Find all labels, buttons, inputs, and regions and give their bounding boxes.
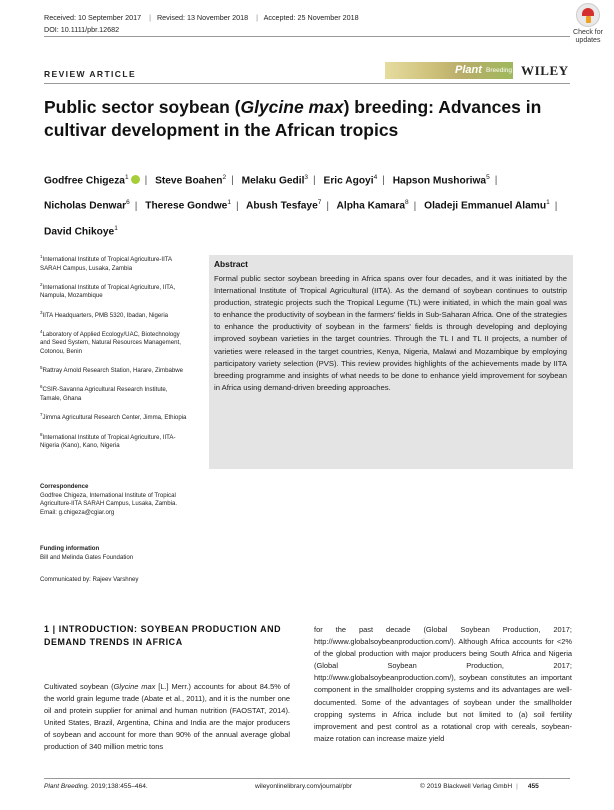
author-affiliation-sup: 1 <box>546 199 550 207</box>
journal-logo-word-1: Plant <box>455 64 482 76</box>
author-name[interactable]: Eric Agoyi <box>323 175 374 187</box>
abstract-text: Formal public sector soybean breeding in Africa spans over four decades, and it was initiated by the International Institute of Tropical Agricultural (IITA). As the demand of soybean continues to outstrip production, strategic projects such the Tropical Legume (TL) were initiated, in which the main goal was to enhance the productivity of soybean in the farmers' fields in Sub-Saharan Africa. One of the strategies to enhance the productivity of soybean in the farmers' fields is through developing and deploying improved soybean varieties in the target countries. Through the TL I and TL II projects, a number of varieties were released in the target countries, Kenya, Nigeria, Malawi and Mozambique by employing participatory variety selection (PVS). This review provides highlights of the achievements made by IITA breeding programme and insights of what needs to be done to enhance yield improvement for soybean in Africa using demand-driven breeding approaches. <box>214 274 567 392</box>
footer-rule <box>44 778 570 779</box>
author-name[interactable]: Steve Boahen <box>155 175 223 187</box>
received-date: Received: 10 September 2017 <box>44 13 142 22</box>
author-separator: | <box>554 200 558 212</box>
journal-logo-word-2: Breeding <box>486 67 513 74</box>
footer-url[interactable]: wileyonlinelibrary.com/journal/pbr <box>255 783 352 790</box>
author-name[interactable]: Melaku Gedil <box>241 175 305 187</box>
section-1-body-left: Cultivated soybean (Glycine max [L.] Merr.) accounts for about 84.5% of the world grain legume trade (Abate et al., 2011), and it is the number one oil and protein supplier for animal and human nutrition (FAOSTAT, 2014). United States, Brazil, Argentina, China and India are the major producers of soybean and account for more than 90% of the annual average global production of 340 million metric tons <box>44 682 290 752</box>
author-name[interactable]: Abush Tesfaye <box>246 200 318 212</box>
funding-heading: Funding information <box>40 545 100 552</box>
author-affiliation-sup: 5 <box>486 174 490 181</box>
author-name[interactable]: Therese Gondwe <box>145 200 228 212</box>
affiliation-item: $^2$International Institute of Tropical Agriculture, IITA, Nampula, Mozambique <box>40 281 176 300</box>
author-separator: | <box>313 175 316 187</box>
author-affiliation-sup: 8 <box>405 199 409 207</box>
publisher-logo[interactable]: WILEY <box>521 63 569 78</box>
affiliation-item: $^5$Rattray Arnold Research Station, Harare, Zimbabwe <box>40 365 184 375</box>
affiliation-item: $^6$CSIR-Savanna Agricultural Research Institute, Tamale, Ghana <box>40 384 168 403</box>
article-type: REVIEW ARTICLE <box>44 69 137 79</box>
affiliation-item: $^3$IITA Headquarters, PMB 5320, Ibadan, Nigeria <box>40 309 169 319</box>
doi[interactable]: DOI: 10.1111/pbr.12682 <box>44 25 120 34</box>
title-rule <box>44 83 570 84</box>
author-name[interactable]: Hapson Mushoriwa <box>392 175 487 187</box>
author-name[interactable]: Nicholas Denwar <box>44 200 127 212</box>
accepted-date: Accepted: 25 November 2018 <box>263 13 359 22</box>
author-affiliation-sup: 3 <box>304 174 309 181</box>
author-affiliation-sup: 7 <box>317 199 322 207</box>
affiliations <box>40 253 190 458</box>
affiliation-item: $^1$International Institute of Tropical Agriculture-IITA SARAH Campus, Lusaka, Zambia <box>40 254 172 272</box>
communicated-by: Communicated by: Rajeev Varshney <box>40 576 139 583</box>
footer-citation: Plant Breeding. 2019;138:455–464. <box>44 783 148 790</box>
correspondence-heading: Correspondence <box>40 483 89 490</box>
article-title: Public sector soybean (Glycine max) breeding: Advances in cultivar development in the African tropics <box>44 97 542 140</box>
correspondence-email[interactable]: Email: g.chigeza@cgiar.org <box>40 508 115 516</box>
header-rule <box>44 36 570 37</box>
author-affiliation-sup: 1 <box>227 199 231 207</box>
author-separator: | <box>326 200 330 212</box>
correspondence-text: Godfree Chigeza, International Institute of Tropical Agriculture-IITA SARAH Campus, Lusaka, Zambia. <box>40 491 178 508</box>
author-separator: | <box>494 175 498 187</box>
affiliation-item: $^4$Laboratory of Applied Ecology/UAC, Biotechnology and Seed System, Natural Resources Management, Cotonou, Benin <box>40 328 181 356</box>
revised-date: Revised: 13 November 2018 <box>156 13 249 22</box>
abstract-heading: Abstract <box>214 259 248 269</box>
author-name[interactable]: David Chikoye <box>44 226 115 238</box>
page-number: 455 <box>527 783 539 790</box>
author-separator: | <box>382 175 385 187</box>
author-separator: | <box>231 175 234 187</box>
author-affiliation-sup: 1 <box>114 224 118 232</box>
author-name[interactable]: Oladeji Emmanuel Alamu <box>424 200 547 212</box>
author-affiliation-sup: 6 <box>126 199 130 207</box>
journal-logo[interactable] <box>385 62 513 79</box>
author-affiliation-sup: 2 <box>222 174 227 181</box>
author-separator: | <box>134 200 138 212</box>
check-updates-label-1: Check for <box>573 29 603 36</box>
check-for-updates-button[interactable] <box>567 3 609 55</box>
author-separator: | <box>144 175 148 187</box>
author-separator: | <box>413 200 417 212</box>
orcid-icon[interactable] <box>131 175 140 184</box>
author-separator: | <box>235 200 239 212</box>
article-dates: Received: 10 September 2017 | Revised: 13 November 2018 | Accepted: 25 November 2018 <box>44 13 359 22</box>
author-name[interactable]: Alpha Kamara <box>336 200 406 212</box>
check-updates-icon <box>576 3 600 27</box>
affiliation-item: $^7$Jimma Agricultural Research Center, Jimma, Ethiopia <box>40 412 187 422</box>
author-list <box>44 167 574 243</box>
affiliation-item: $^8$International Institute of Tropical Agriculture, IITA-Nigeria (Kano), Kano, Nigeria <box>40 431 176 450</box>
footer-copyright: © 2019 Blackwell Verlag GmbH | 455 <box>420 783 539 790</box>
section-1-heading: 1 | INTRODUCTION: SOYBEAN PRODUCTION AND DEMAND TRENDS IN AFRICA <box>44 624 282 647</box>
section-1-body-right: for the past decade (Global Soybean Production, 2017; http://www.globalsoybeanproduction.com/). Although Africa accounts for <2% of the global production with major producers being South Africa and Nigeria (Global Soybean Production, 2017; http://www.globalsoybeanproduction.com/), soybean constitutes an important component in the smallholder cropping systems and its advantages are well-documented. Some of the advantages of soybean under the smallholder cropping systems in Africa include but not limited to (a) soil fertility improvement and pest control as a rotational crop with cereals, soybean-maize rotation can increase maize yield <box>314 625 572 743</box>
check-updates-label-2: updates <box>575 37 601 44</box>
author-affiliation-sup: 4 <box>373 174 378 181</box>
abstract-box <box>209 255 573 469</box>
correspondence <box>40 483 190 517</box>
author-name[interactable]: Godfree Chigeza <box>44 175 125 187</box>
author-affiliation-sup: 1 <box>124 174 129 181</box>
funding-text: Bill and Melinda Gates Foundation <box>40 553 134 561</box>
funding-info <box>40 545 190 562</box>
